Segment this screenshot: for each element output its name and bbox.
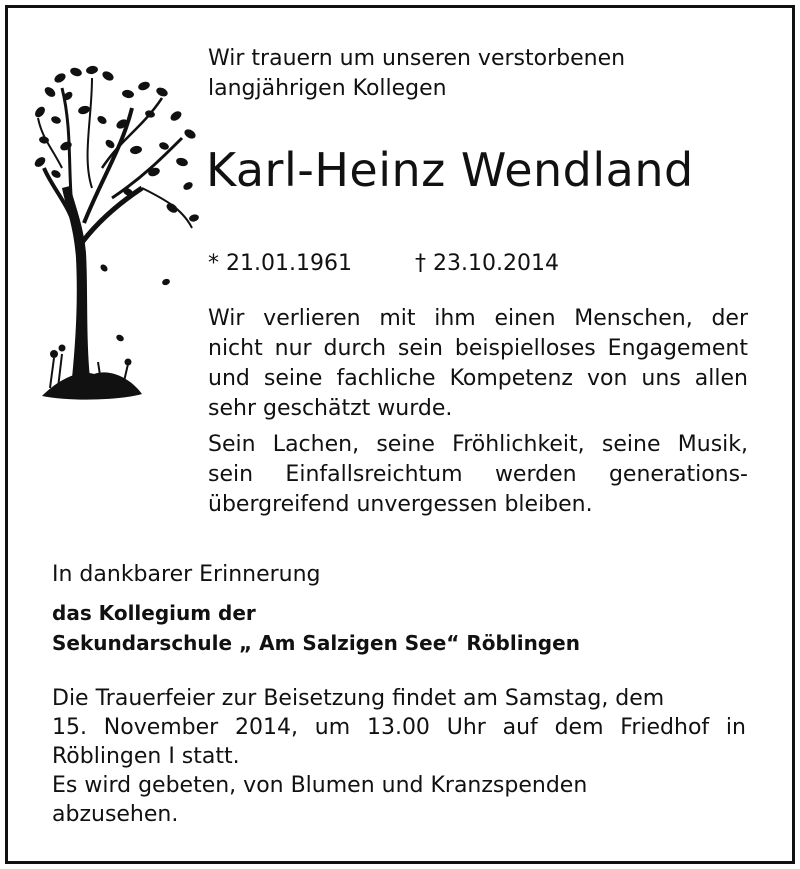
death-date: † 23.10.2014 (415, 251, 559, 276)
intro-line: Wir trauern um unseren verstorbenen (208, 46, 626, 71)
signer-line: das Kollegium der (52, 601, 256, 625)
intro-line: langjährigen Kollegen (208, 76, 447, 101)
life-dates (208, 250, 559, 278)
funeral-line: abzusehen. (52, 802, 179, 827)
deceased-name: Karl-Heinz Wendland (206, 143, 694, 197)
paragraph-line: sehr geschätzt wurde. (208, 396, 453, 421)
memory-line: In dankbarer Erinnerung (52, 562, 321, 587)
signer (52, 598, 580, 658)
tribute-paragraph-2 (208, 430, 748, 520)
signer-line: Sekundarschule „ Am Salzigen See“ Röblingen (52, 631, 580, 655)
funeral-line: Die Trauerfeier zur Beisetzung findet am Samstag, dem (52, 686, 665, 711)
intro-text (208, 44, 625, 104)
funeral-info (52, 684, 746, 829)
funeral-line: 15. November 2014, um 13.00 Uhr auf dem Friedhof in (52, 715, 746, 740)
paragraph-line: und seine fachliche Kompetenz von uns allen (208, 366, 748, 391)
paragraph-line: Wir verlieren mit ihm einen Menschen, der (208, 306, 748, 331)
paragraph-line: nicht nur durch sein beispielloses Engagement (208, 336, 748, 361)
funeral-line: Röblingen I statt. (52, 744, 240, 769)
birth-date: * 21.01.1961 (208, 251, 352, 276)
tree-icon (32, 58, 202, 408)
paragraph-line: übergreifend unvergessen bleiben. (208, 492, 593, 517)
funeral-line: Es wird gebeten, von Blumen und Kranzspenden (52, 773, 588, 798)
paragraph-line: Sein Lachen, seine Fröhlichkeit, seine Musik, (208, 432, 748, 457)
paragraph-line: sein Einfallsreichtum werden generations- (208, 462, 748, 487)
tribute-paragraph-1 (208, 304, 748, 424)
